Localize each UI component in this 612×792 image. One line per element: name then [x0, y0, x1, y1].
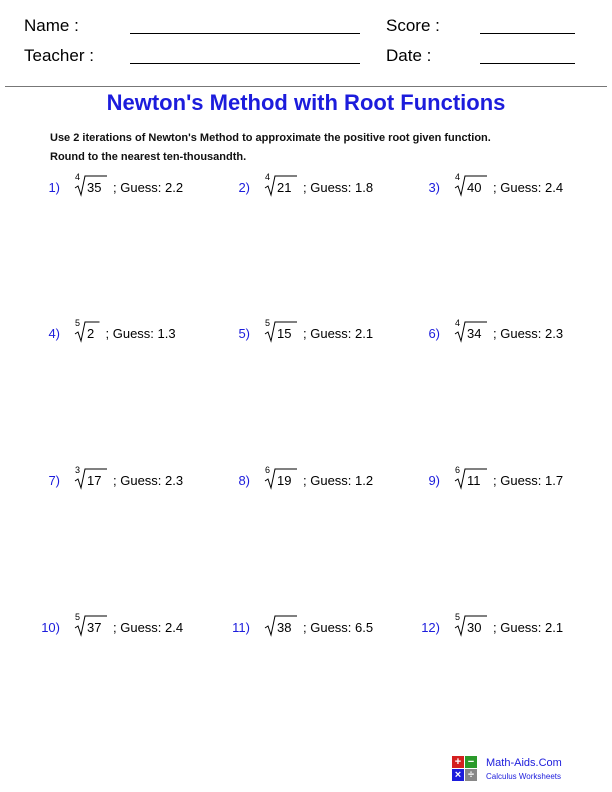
problem-number: 10)	[41, 620, 60, 635]
guess-text: ; Guess: 2.4	[493, 180, 564, 195]
root-index: 6	[455, 465, 461, 475]
guess-text: ; Guess: 2.3	[113, 473, 184, 488]
problem-number: 4)	[48, 326, 60, 341]
root-index: 5	[455, 612, 461, 622]
name-label: Name :	[24, 16, 79, 35]
logo-symbol: +	[452, 756, 464, 768]
root-index: 4	[455, 318, 461, 328]
problem-number: 2)	[238, 180, 250, 195]
guess-text: ; Guess: 2.1	[303, 326, 374, 341]
guess-text: ; Guess: 6.5	[303, 620, 374, 635]
math-aids-logo	[452, 756, 478, 782]
radicand: 30	[467, 620, 482, 635]
root-index: 4	[455, 172, 461, 182]
problem-number: 1)	[48, 180, 60, 195]
guess-text: ; Guess: 1.3	[105, 326, 176, 341]
logo-symbol: ×	[452, 769, 464, 781]
score-label: Score :	[386, 16, 440, 35]
guess-text: ; Guess: 1.7	[493, 473, 564, 488]
problem-number: 3)	[428, 180, 440, 195]
root-index: 3	[75, 465, 81, 475]
header-divider	[5, 86, 607, 87]
name-field[interactable]	[130, 33, 360, 34]
brand-subtitle: Calculus Worksheets	[486, 772, 561, 781]
root-index: 6	[265, 465, 271, 475]
problem-number: 5)	[238, 326, 250, 341]
radicand: 37	[87, 620, 102, 635]
teacher-field[interactable]	[130, 63, 360, 64]
problem-number: 9)	[428, 473, 440, 488]
page-title: Newton's Method with Root Functions	[106, 90, 506, 115]
radicand: 40	[467, 180, 482, 195]
radicand: 35	[87, 180, 102, 195]
radicand: 11	[467, 473, 481, 488]
guess-text: ; Guess: 2.2	[113, 180, 184, 195]
radicand: 2	[87, 326, 95, 341]
problem-number: 11)	[232, 620, 250, 635]
radicand: 17	[87, 473, 102, 488]
root-index: 5	[75, 318, 81, 328]
problem-number: 8)	[238, 473, 250, 488]
root-index: 5	[75, 612, 81, 622]
guess-text: ; Guess: 2.4	[113, 620, 184, 635]
root-index: 4	[265, 172, 271, 182]
radicand: 21	[277, 180, 292, 195]
instructions-line-2: Round to the nearest ten-thousandth.	[50, 151, 247, 163]
problem-number: 7)	[48, 473, 60, 488]
radicand: 38	[277, 620, 292, 635]
problem-number: 6)	[428, 326, 440, 341]
date-field[interactable]	[480, 63, 575, 64]
guess-text: ; Guess: 1.8	[303, 180, 374, 195]
guess-text: ; Guess: 1.2	[303, 473, 374, 488]
teacher-label: Teacher :	[24, 46, 94, 65]
radicand: 15	[277, 326, 292, 341]
root-index: 5	[265, 318, 271, 328]
brand-name: Math-Aids.Com	[486, 757, 562, 769]
logo-symbol: −	[465, 756, 477, 768]
instructions-line-1: Use 2 iterations of Newton's Method to approximate the positive root given function.	[50, 132, 491, 144]
date-label: Date :	[386, 46, 432, 65]
guess-text: ; Guess: 2.3	[493, 326, 564, 341]
logo-symbol: ÷	[465, 769, 477, 781]
score-field[interactable]	[480, 33, 575, 34]
guess-text: ; Guess: 2.1	[493, 620, 564, 635]
problem-number: 12)	[421, 620, 440, 635]
root-index: 4	[75, 172, 81, 182]
radicand: 19	[277, 473, 292, 488]
radicand: 34	[467, 326, 482, 341]
